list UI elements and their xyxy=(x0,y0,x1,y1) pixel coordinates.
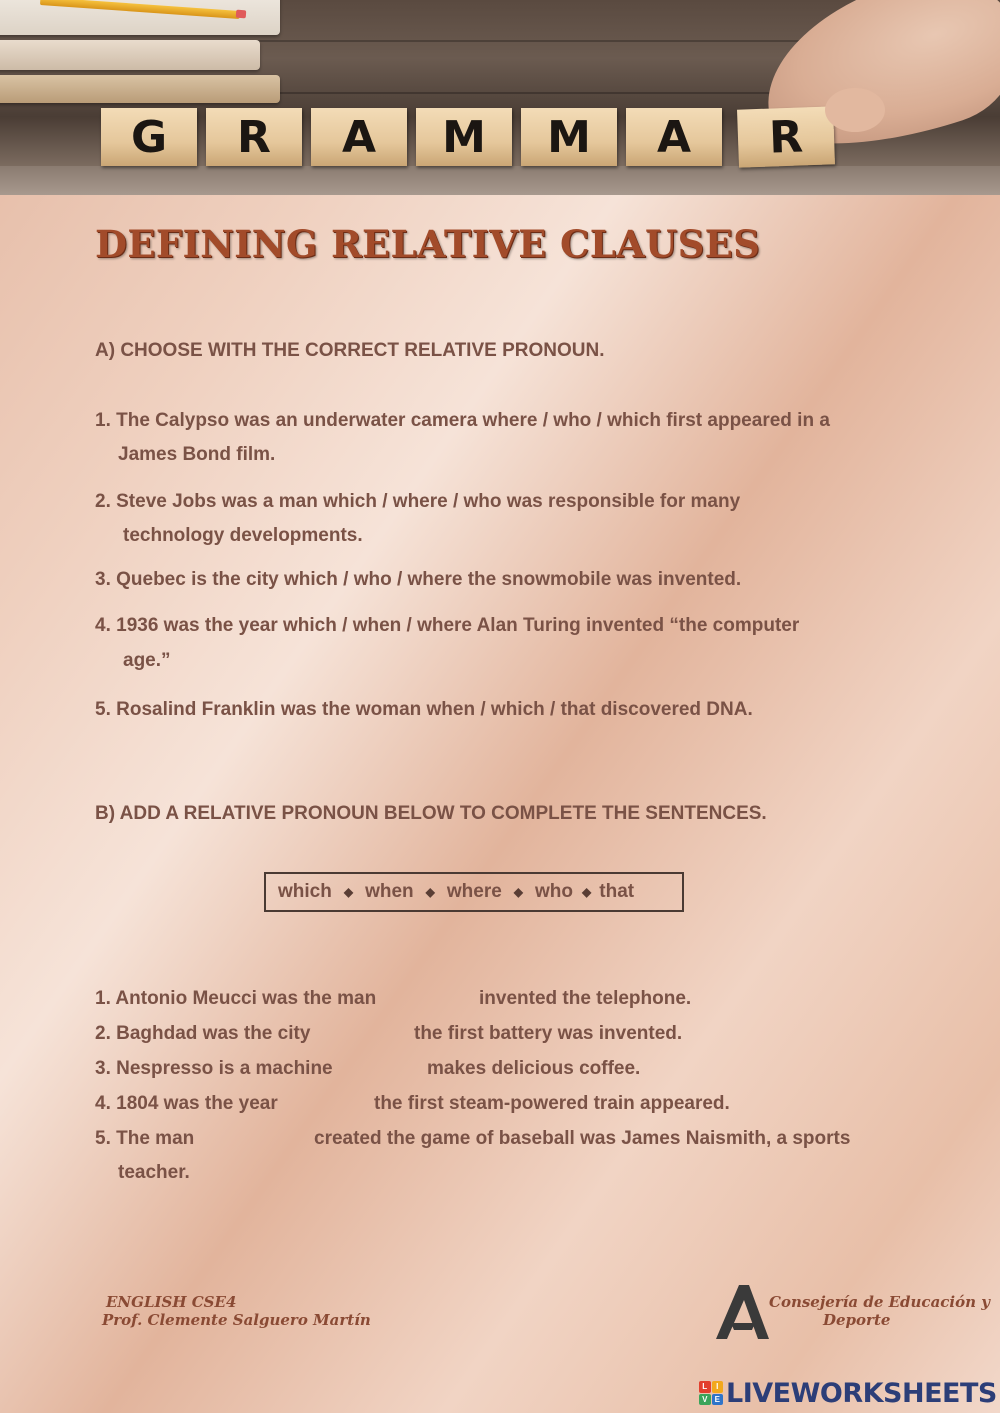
section-b-heading: B) ADD A RELATIVE PRONOUN BELOW TO COMPLETE THE SENTENCES. xyxy=(95,803,767,824)
logo-letter: L xyxy=(699,1381,711,1393)
letter-tile: G xyxy=(101,108,197,166)
exercise-b-item-4-end: the first steam-powered train appeared. xyxy=(374,1093,730,1114)
letter-tile: M xyxy=(416,108,512,166)
liveworksheets-logo[interactable] xyxy=(699,1378,997,1408)
answer-field-1[interactable] xyxy=(400,986,472,1010)
answer-field-4[interactable] xyxy=(296,1091,368,1115)
word-bank-item: which xyxy=(278,881,332,902)
diamond-bullet-icon: ◆ xyxy=(343,885,354,899)
letter-tile: R xyxy=(206,108,302,166)
word-bank-item: where xyxy=(446,881,502,902)
word-bank-item: who xyxy=(535,881,574,902)
institution-name-line1: Consejería de Educación y xyxy=(769,1293,990,1311)
course-label: ENGLISH CSE4 xyxy=(106,1293,237,1311)
exercise-b-item-5-continuation: teacher. xyxy=(118,1162,190,1183)
institution-name-line2: Deporte xyxy=(823,1311,891,1329)
book-image xyxy=(0,40,260,70)
finger-image xyxy=(825,88,885,132)
logo-letter: E xyxy=(712,1394,724,1406)
liveworksheets-wordmark: LIVEWORKSHEETS xyxy=(726,1377,997,1409)
exercise-b-item-1-end: invented the telephone. xyxy=(479,988,692,1009)
letter-tile: A xyxy=(626,108,722,166)
diamond-bullet-icon: ◆ xyxy=(582,885,592,899)
exercise-a-item-2-continuation: technology developments. xyxy=(123,525,363,546)
exercise-a-item-5[interactable]: 5. Rosalind Franklin was the woman when / which / that discovered DNA. xyxy=(95,699,753,720)
exercise-a-item-4[interactable]: 4. 1936 was the year which / when / where Alan Turing invented “the computer xyxy=(95,615,800,636)
answer-field-2[interactable] xyxy=(330,1021,408,1045)
exercise-b-item-5-end: created the game of baseball was James Naismith, a sports xyxy=(314,1128,851,1149)
exercise-b-item-1-start: 1. Antonio Meucci was the man xyxy=(95,988,377,1009)
letter-tile: M xyxy=(521,108,617,166)
book-image xyxy=(0,75,280,103)
logo-letter: I xyxy=(712,1381,724,1393)
exercise-a-item-4-continuation: age.” xyxy=(123,650,171,671)
letter-tile: A xyxy=(311,108,407,166)
answer-field-5[interactable] xyxy=(208,1126,308,1150)
exercise-b-item-2-start: 2. Baghdad was the city xyxy=(95,1023,311,1044)
exercise-a-item-2[interactable]: 2. Steve Jobs was a man which / where / who was responsible for many xyxy=(95,491,741,512)
word-bank xyxy=(264,872,684,912)
teacher-name: Prof. Clemente Salguero Martín xyxy=(102,1311,371,1329)
exercise-b-item-3-start: 3. Nespresso is a machine xyxy=(95,1058,333,1079)
pencil-eraser-icon xyxy=(236,10,247,19)
diamond-bullet-icon: ◆ xyxy=(425,885,435,899)
word-bank-item: that xyxy=(599,881,635,902)
exercise-b-item-3-end: makes delicious coffee. xyxy=(427,1058,641,1079)
letter-tile: R xyxy=(737,106,835,167)
shelf xyxy=(0,166,1000,195)
exercise-a-item-1[interactable]: 1. The Calypso was an underwater camera where / who / which first appeared in a xyxy=(95,410,830,431)
logo-letter: V xyxy=(699,1394,711,1406)
exercise-b-item-4-start: 4. 1804 was the year xyxy=(95,1093,278,1114)
exercise-b-item-5-start: 5. The man xyxy=(95,1128,195,1149)
exercise-a-item-1-continuation: James Bond film. xyxy=(118,444,276,465)
liveworksheets-icon xyxy=(699,1381,723,1405)
page-title: DEFINING RELATIVE CLAUSES xyxy=(95,222,761,266)
section-a-heading: A) CHOOSE WITH THE CORRECT RELATIVE PRONOUN. xyxy=(95,340,605,361)
exercise-a-item-3[interactable]: 3. Quebec is the city which / who / where the snowmobile was invented. xyxy=(95,569,742,590)
grammar-banner-image xyxy=(0,0,1000,195)
answer-field-3[interactable] xyxy=(353,1056,421,1080)
diamond-bullet-icon: ◆ xyxy=(513,885,524,899)
junta-andalucia-logo xyxy=(713,1283,771,1341)
word-bank-item: when xyxy=(365,881,414,902)
exercise-b-item-2-end: the first battery was invented. xyxy=(414,1023,683,1044)
